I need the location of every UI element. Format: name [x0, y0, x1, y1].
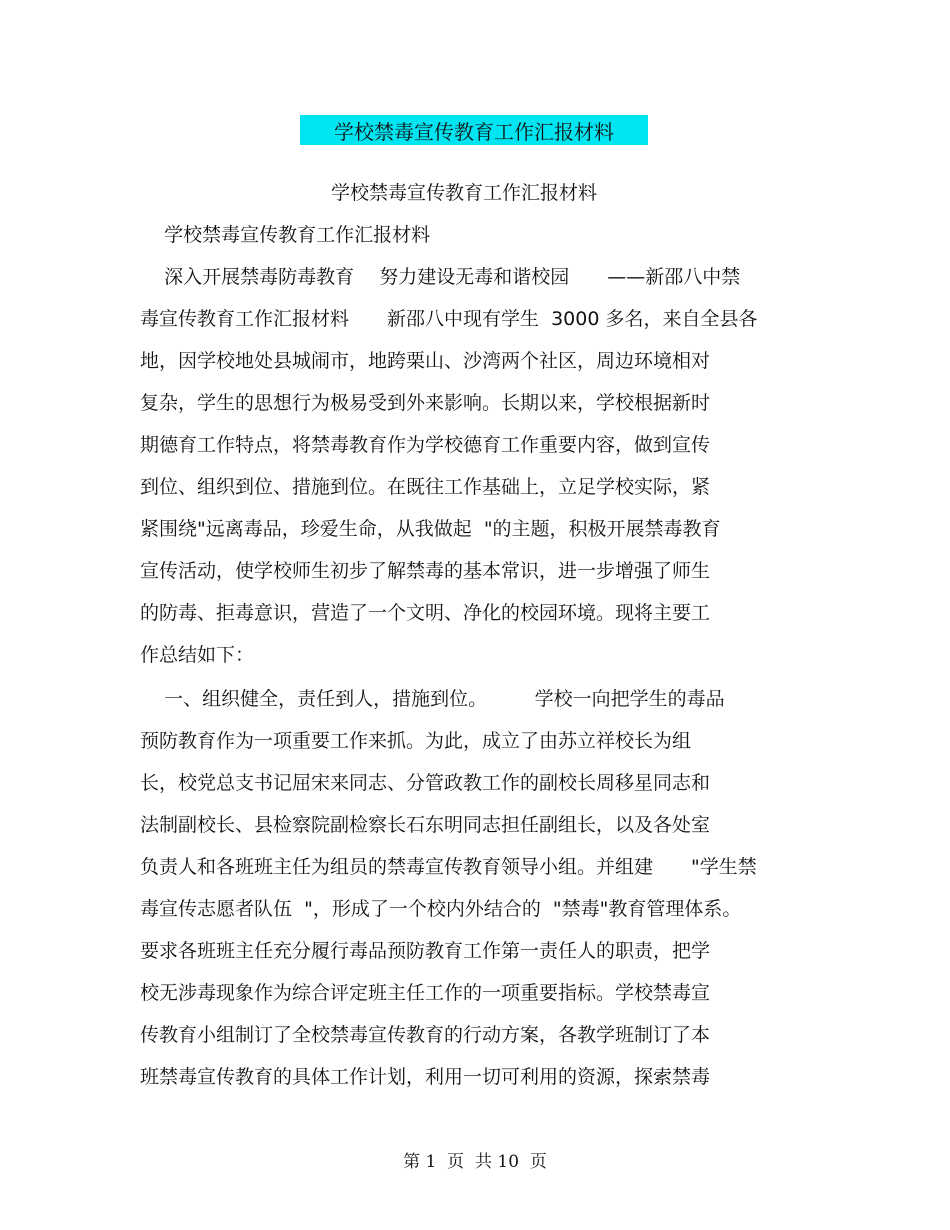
body-line: 到位、组织到位、措施到位。在既往工作基础上，立足学校实际，紧	[140, 476, 711, 498]
document-title-banner	[300, 115, 648, 145]
body-line: 宣传活动，使学校师生初步了解禁毒的基本常识，进一步增强了师生	[140, 560, 711, 582]
body-line: 预防教育作为一项重要工作来抓。为此，成立了由苏立祥校长为组	[140, 730, 692, 752]
body-line: 毒宣传教育工作汇报材料 新邵八中现有学生 3000 多名，来自全县各	[140, 308, 758, 330]
body-line: 作总结如下：	[140, 644, 255, 666]
body-line: 地，因学校地处县城闹市，地跨栗山、沙湾两个社区，周边环境相对	[140, 350, 711, 372]
body-line: 校无涉毒现象作为综合评定班主任工作的一项重要指标。学校禁毒宣	[140, 982, 711, 1004]
body-line: 期德育工作特点，将禁毒教育作为学校德育工作重要内容，做到宣传	[140, 434, 711, 456]
body-line: 毒宣传志愿者队伍 "，形成了一个校内外结合的 "禁毒"教育管理体系。	[140, 898, 742, 920]
body-line: 长，校党总支书记屈宋来同志、分管政教工作的副校长周移星同志和	[140, 772, 711, 794]
body-line: 深入开展禁毒防毒教育 努力建设无毒和谐校园 ——新邵八中禁	[140, 266, 741, 288]
body-line: 负责人和各班班主任为组员的禁毒宣传教育领导小组。并组建 "学生禁	[140, 856, 757, 878]
body-line: 的防毒、拒毒意识，营造了一个文明、净化的校园环境。现将主要工	[140, 602, 711, 624]
body-line: 复杂，学生的思想行为极易受到外来影响。长期以来，学校根据新时	[140, 392, 711, 414]
body-line: 班禁毒宣传教育的具体工作计划，利用一切可利用的资源，探索禁毒	[140, 1066, 711, 1088]
body-line: 一、组织健全，责任到人，措施到位。 学校一向把学生的毒品	[140, 688, 725, 710]
document-subtitle: 学校禁毒宣传教育工作汇报材料	[330, 182, 597, 204]
body-line: 要求各班班主任充分履行毒品预防教育工作第一责任人的职责，把学	[140, 940, 711, 962]
document-title: 学校禁毒宣传教育工作汇报材料	[334, 119, 614, 144]
body-line: 法制副校长、县检察院副检察长石东明同志担任副组长，以及各处室	[140, 814, 711, 836]
page-number-footer: 第 1 页 共 10 页	[403, 1152, 547, 1172]
body-line: 紧围绕"远离毒品，珍爱生命，从我做起 "的主题，积极开展禁毒教育	[140, 518, 721, 540]
body-line: 学校禁毒宣传教育工作汇报材料	[140, 224, 431, 246]
body-line: 传教育小组制订了全校禁毒宣传教育的行动方案，各教学班制订了本	[140, 1024, 711, 1046]
